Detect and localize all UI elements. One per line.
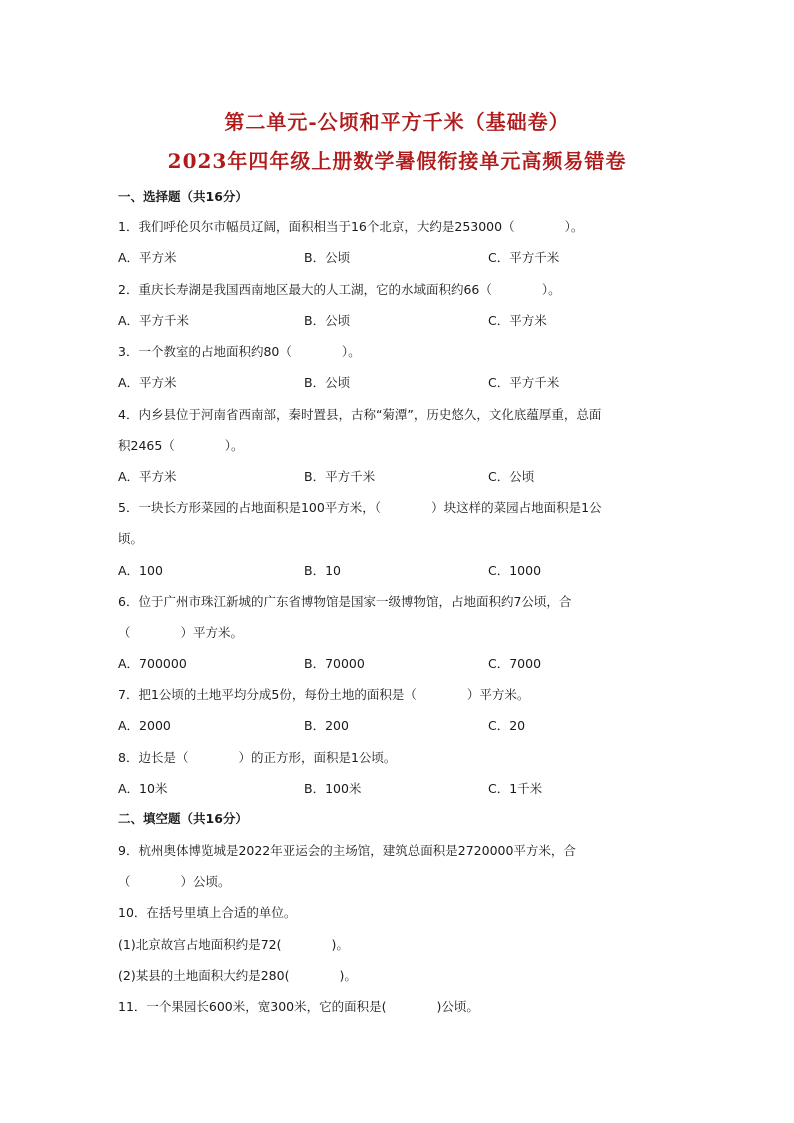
- section-choice-heading: 一、选择题（共16分）: [118, 189, 248, 204]
- question-1-option-c: C．平方千米: [488, 250, 560, 265]
- question-2-option-c: C．平方米: [488, 313, 547, 328]
- question-5-option-c: C．1000: [488, 563, 542, 578]
- question-4-text-line2: 积2465（ ）。: [118, 438, 244, 453]
- question-5-text-line2: 顷。: [118, 531, 144, 546]
- question-2-option-a: A．平方千米: [118, 313, 190, 328]
- question-5-option-a: A．100: [118, 563, 163, 578]
- question-5-text-line1: 5．一块长方形菜园的占地面积是100平方米，（ ）块这样的菜园占地面积是1公: [118, 500, 602, 515]
- question-3-option-c: C．平方千米: [488, 375, 560, 390]
- question-4-option-b: B．平方千米: [304, 469, 376, 484]
- question-2-option-b: B．公顷: [304, 313, 351, 328]
- question-3-text: 3．一个教室的占地面积约80（ ）。: [118, 344, 361, 359]
- question-10-part-2: (2)某县的土地面积大约是280( )。: [118, 968, 357, 983]
- exam-title-unit: 第二单元-公顷和平方千米（基础卷）: [224, 110, 570, 134]
- question-7-text: 7．把1公顷的土地平均分成5份，每份土地的面积是（ ）平方米。: [118, 687, 530, 702]
- question-6-option-b: B．70000: [304, 656, 365, 671]
- question-8-option-a: A．10米: [118, 781, 168, 796]
- exam-title-grade: 2023年四年级上册数学暑假衔接单元高频易错卷: [167, 149, 627, 173]
- question-6-option-c: C．7000: [488, 656, 542, 671]
- question-4-text-line1: 4．内乡县位于河南省西南部，秦时置县，古称“菊潭”，历史悠久，文化底蕴厚重，总面: [118, 407, 602, 422]
- question-7-option-b: B．200: [304, 718, 349, 733]
- question-10-text: 10．在括号里填上合适的单位。: [118, 905, 297, 920]
- question-3-option-b: B．公顷: [304, 375, 351, 390]
- question-6-text-line1: 6．位于广州市珠江新城的广东省博物馆是国家一级博物馆，占地面积约7公顷，合: [118, 594, 572, 609]
- question-1-option-a: A．平方米: [118, 250, 177, 265]
- question-2-text: 2．重庆长寿湖是我国西南地区最大的人工湖，它的水域面积约66（ ）。: [118, 282, 561, 297]
- question-7-option-c: C．20: [488, 718, 526, 733]
- question-4-option-c: C．公顷: [488, 469, 535, 484]
- question-9-text-line1: 9．杭州奥体博览城是2022年亚运会的主场馆，建筑总面积是2720000平方米，合: [118, 843, 576, 858]
- question-3-option-a: A．平方米: [118, 375, 177, 390]
- question-1-option-b: B．公顷: [304, 250, 351, 265]
- question-11-text: 11．一个果园长600米，宽300米，它的面积是( )公顷。: [118, 999, 479, 1014]
- question-6-text-line2: （ ）平方米。: [118, 625, 244, 640]
- question-8-text: 8．边长是（ ）的正方形，面积是1公顷。: [118, 750, 397, 765]
- question-9-text-line2: （ ）公顷。: [118, 874, 231, 889]
- question-5-option-b: B．10: [304, 563, 341, 578]
- question-6-option-a: A．700000: [118, 656, 187, 671]
- section-fill-heading: 二、填空题（共16分）: [118, 811, 248, 826]
- question-8-option-c: C．1千米: [488, 781, 543, 796]
- question-10-part-1: (1)北京故宫占地面积约是72( )。: [118, 937, 349, 952]
- question-7-option-a: A．2000: [118, 718, 171, 733]
- question-8-option-b: B．100米: [304, 781, 362, 796]
- question-4-option-a: A．平方米: [118, 469, 177, 484]
- question-1-text: 1．我们呼伦贝尔市幅员辽阔，面积相当于16个北京，大约是253000（ ）。: [118, 219, 584, 234]
